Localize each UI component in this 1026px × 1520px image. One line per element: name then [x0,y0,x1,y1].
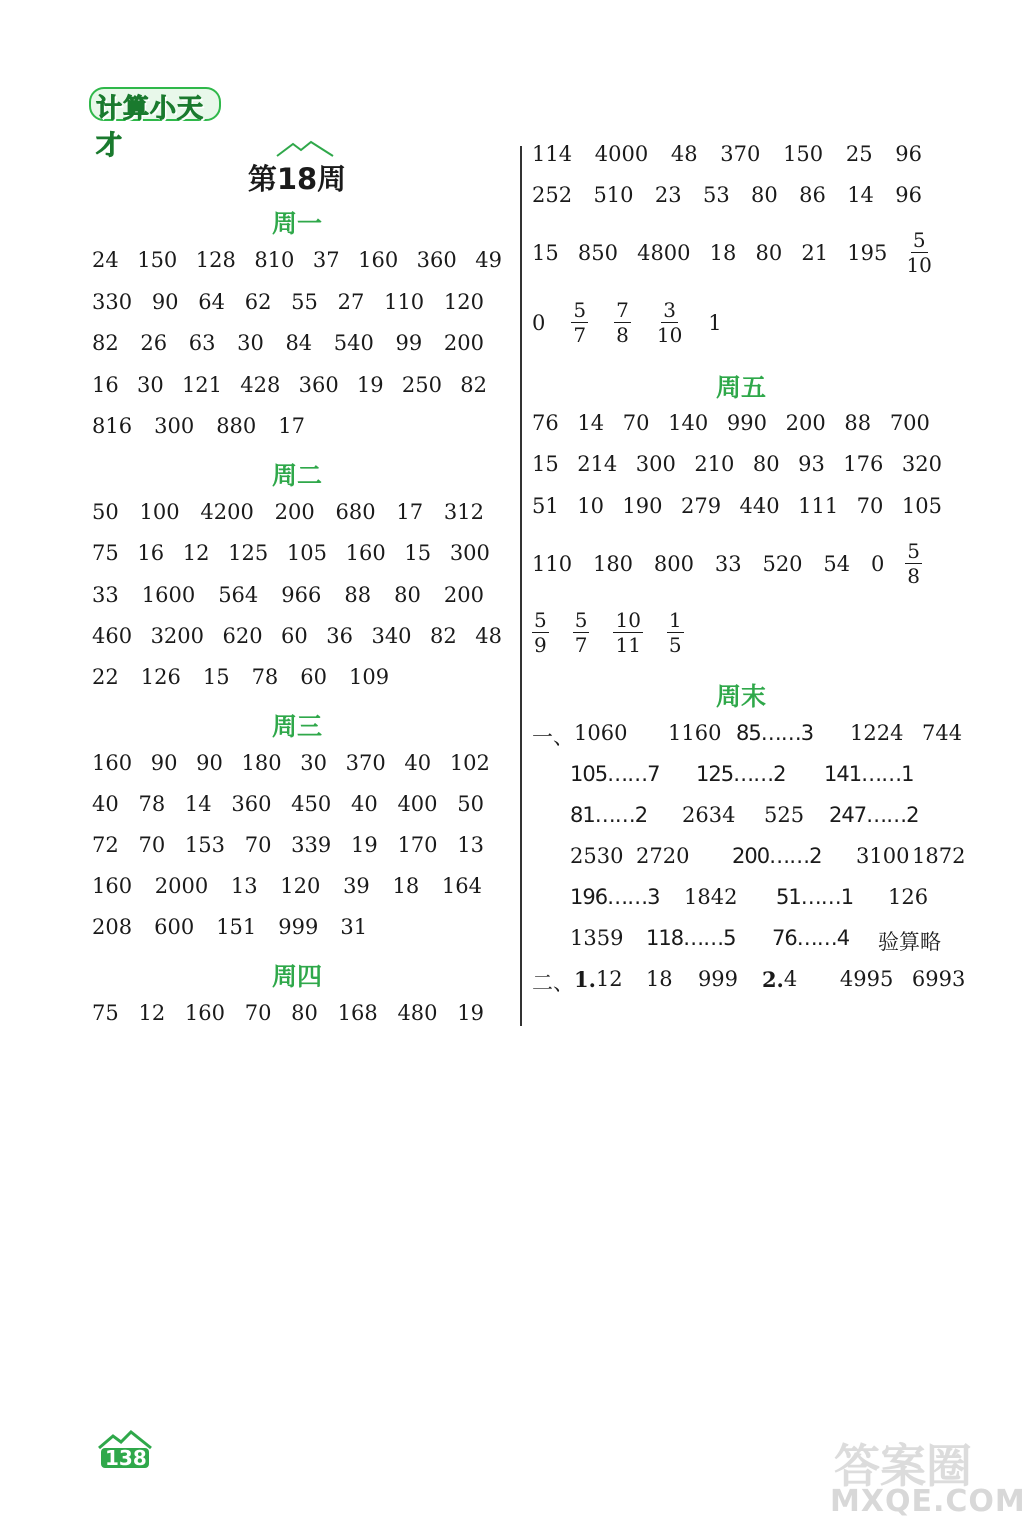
answer-row: 208 600 151 999 31 [92,915,368,939]
watermark-url: MXQE.COM [830,1484,1026,1519]
answer-row: 105……7 125……2 141……1 [570,762,914,786]
answer-row: 16 30 121 428 360 19 250 82 [92,373,487,397]
fraction: $\frac{5}{7}$ [574,608,588,657]
fraction: $\frac{7}{8}$ [616,298,629,347]
answer-row: 75 12 160 70 80 168 480 19 [92,1001,484,1025]
answer-row: 72 70 153 70 339 19 170 13 [92,833,484,857]
page-number-badge [95,1428,155,1472]
verify-note: 验算略 [878,930,941,954]
fraction: $\frac{10}{11}$ [615,608,641,657]
answer-row: 196……3 1842 51……1 126 [570,885,929,909]
answer-row: 1359 118……5 76……4 验算略 [570,926,941,954]
fraction: $\frac{5}{10}$ [906,228,932,277]
part-label: 二、 [532,971,574,995]
answer-row: 50 100 4200 200 680 17 312 [92,500,484,524]
fraction: $\frac{1}{5}$ [668,608,682,657]
column-divider [520,146,522,1026]
answer-row: 75 16 12 125 105 160 15 300 [92,541,490,565]
day-title-mon: 周一 [271,209,322,238]
answer-row: 0 $\frac{5}{7}$ $\frac{7}{8}$ $\frac{3}{10}$ 1 [532,298,722,347]
answer-row: 82 26 63 30 84 540 99 200 [92,331,484,355]
answer-row: 51 10 190 279 440 111 70 105 [532,494,942,518]
brand-logo [88,84,228,161]
answer-row: 160 90 90 180 30 370 40 102 [92,751,490,775]
fraction: $\frac{5}{9}$ [534,608,547,657]
day-title-tue: 周二 [271,461,322,490]
day-title-thu: 周四 [271,962,322,991]
answer-row: 816 300 880 17 [92,414,306,438]
answer-row: 15 214 300 210 80 93 176 320 [532,452,942,476]
day-title-fri: 周五 [715,373,766,402]
day-title-wed: 周三 [271,712,322,741]
logo-text: 计算小天才 [96,94,205,161]
day-title-weekend: 周末 [715,682,766,711]
answer-row: 160 2000 13 120 39 18 164 [92,874,482,898]
answer-row: 24 150 128 810 37 160 360 49 [92,248,502,272]
answer-row: 460 3200 620 60 36 340 82 48 [92,624,502,648]
answer-row: 2530 2720 200……2 3100 1872 [570,844,966,868]
answer-row: 81……2 2634 525 247……2 [570,803,919,827]
answer-row: 一、 1060 1160 85……3 1224 744 [532,721,963,749]
answer-row: 114 4000 48 370 150 25 96 [532,142,922,166]
fraction: $\frac{5}{7}$ [573,298,587,347]
answer-row: 76 14 70 140 990 200 88 700 [532,411,930,435]
week-title: 第18周 [247,162,347,196]
answer-row: 33 1600 564 966 88 80 200 [92,583,484,607]
answer-row: 110 180 800 33 520 54 0 $\frac{5}{8}$ [532,539,920,588]
fraction: $\frac{3}{10}$ [656,298,683,347]
answer-row: 252 510 23 53 80 86 14 96 [532,183,922,207]
mountain-ornament-icon [275,140,335,158]
answer-row: 22 126 15 78 60 109 [92,665,390,689]
answer-row [532,608,684,657]
watermark-text: 答案圈 [834,1439,972,1493]
page-number: 138 [105,1446,147,1470]
fraction: $\frac{5}{8}$ [907,539,920,588]
answer-row: 330 90 64 62 55 27 110 120 [92,290,484,314]
answer-row: 40 78 14 360 450 40 400 50 [92,792,484,816]
answer-row: 15 850 4800 18 80 21 195 $\frac{5}{10}$ [532,228,932,277]
answer-row: 二、 1. 12 18 999 2. 4 4995 6993 [532,967,966,995]
part-label: 一、 [532,725,574,749]
